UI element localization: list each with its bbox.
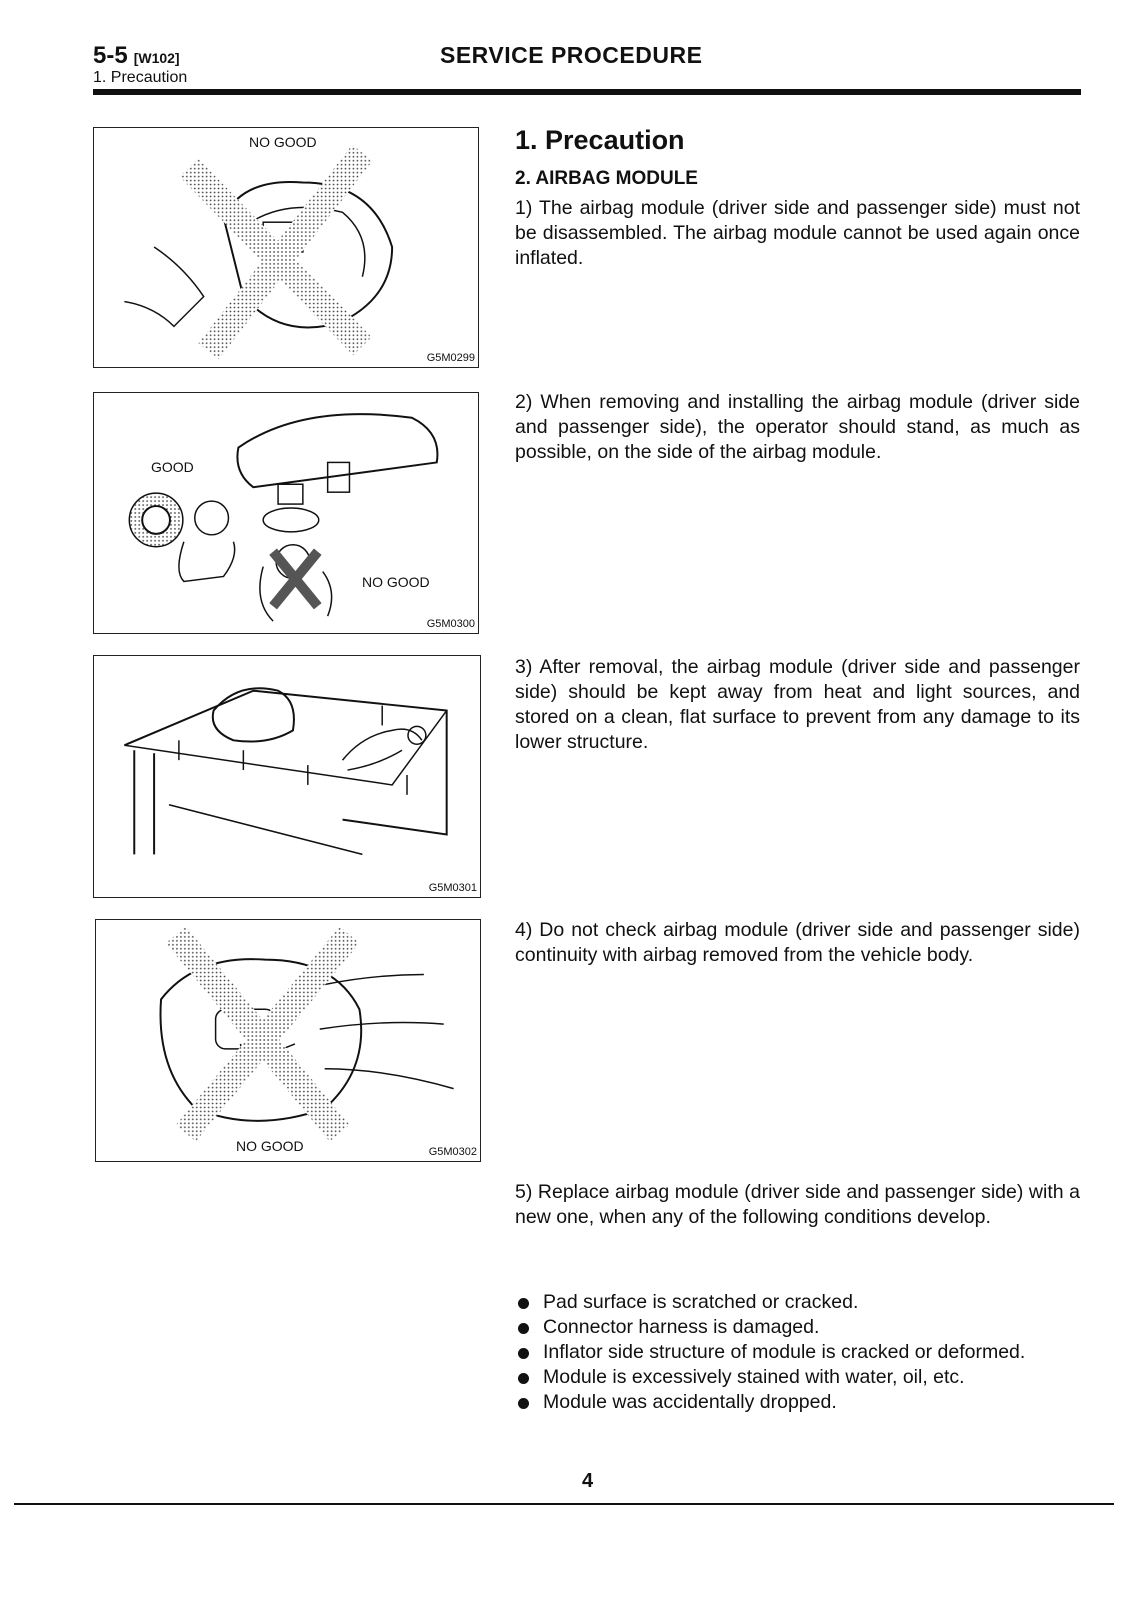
- section-code-ref: [W102]: [133, 50, 180, 66]
- figure-code: G5M0302: [428, 1146, 477, 1158]
- figure-code: G5M0301: [428, 882, 477, 894]
- list-item: Inflator side structure of module is cracked or deformed.: [515, 1340, 1095, 1365]
- subsection-title: 2. AIRBAG MODULE: [515, 168, 698, 189]
- page-title: SERVICE PROCEDURE: [440, 42, 703, 68]
- figure-code: G5M0299: [426, 352, 475, 364]
- paragraph-1: 1) The airbag module (driver side and passenger side) must not be disassembled. The airbag module cannot be used again once inflated.: [515, 197, 1080, 269]
- page-number: 4: [582, 1470, 594, 1492]
- figure-no-continuity-check: [95, 919, 481, 1162]
- figure-storage: [93, 655, 481, 898]
- label-no-good: NO GOOD: [236, 1138, 304, 1154]
- list-item: Module was accidentally dropped.: [515, 1390, 1095, 1415]
- airbag-storage-illustration: [94, 656, 480, 897]
- section-title: 1. Precaution: [515, 125, 685, 155]
- list-item: Module is excessively stained with water, oil, etc.: [515, 1365, 1095, 1390]
- continuity-check-illustration: [96, 920, 480, 1161]
- operator-position-illustration: [94, 393, 478, 633]
- footer-rule: [14, 1503, 1114, 1505]
- paragraph-2: 2) When removing and installing the airbag module (driver side and passenger side), the operator should stand, as much as possible, on the side of the airbag module.: [515, 391, 1080, 463]
- section-code: 5-5 [W102]: [93, 42, 180, 69]
- list-item: Connector harness is damaged.: [515, 1315, 1095, 1340]
- label-good: GOOD: [151, 459, 194, 475]
- subsection-label: 1. Precaution: [93, 69, 188, 86]
- paragraph-5: 5) Replace airbag module (driver side and passenger side) with a new one, when any of the following conditions develop.: [515, 1181, 1080, 1228]
- label-no-good: NO GOOD: [249, 134, 317, 150]
- paragraph-4: 4) Do not check airbag module (driver side and passenger side) continuity with airbag removed from the vehicle body.: [515, 919, 1080, 966]
- figure-code: G5M0300: [426, 618, 475, 630]
- list-item: Pad surface is scratched or cracked.: [515, 1290, 1095, 1315]
- airbag-disassembly-illustration: [94, 128, 478, 367]
- paragraph-3: 3) After removal, the airbag module (driver side and passenger side) should be kept away from heat and light sources, and stored on a clean, flat surface to prevent from any damage to its lower structure.: [515, 656, 1080, 753]
- figure-no-disassemble: [93, 127, 479, 368]
- replacement-conditions-list: [515, 1290, 1095, 1415]
- label-no-good: NO GOOD: [362, 574, 430, 590]
- header-rule: [93, 89, 1081, 95]
- figure-operator-position: [93, 392, 479, 634]
